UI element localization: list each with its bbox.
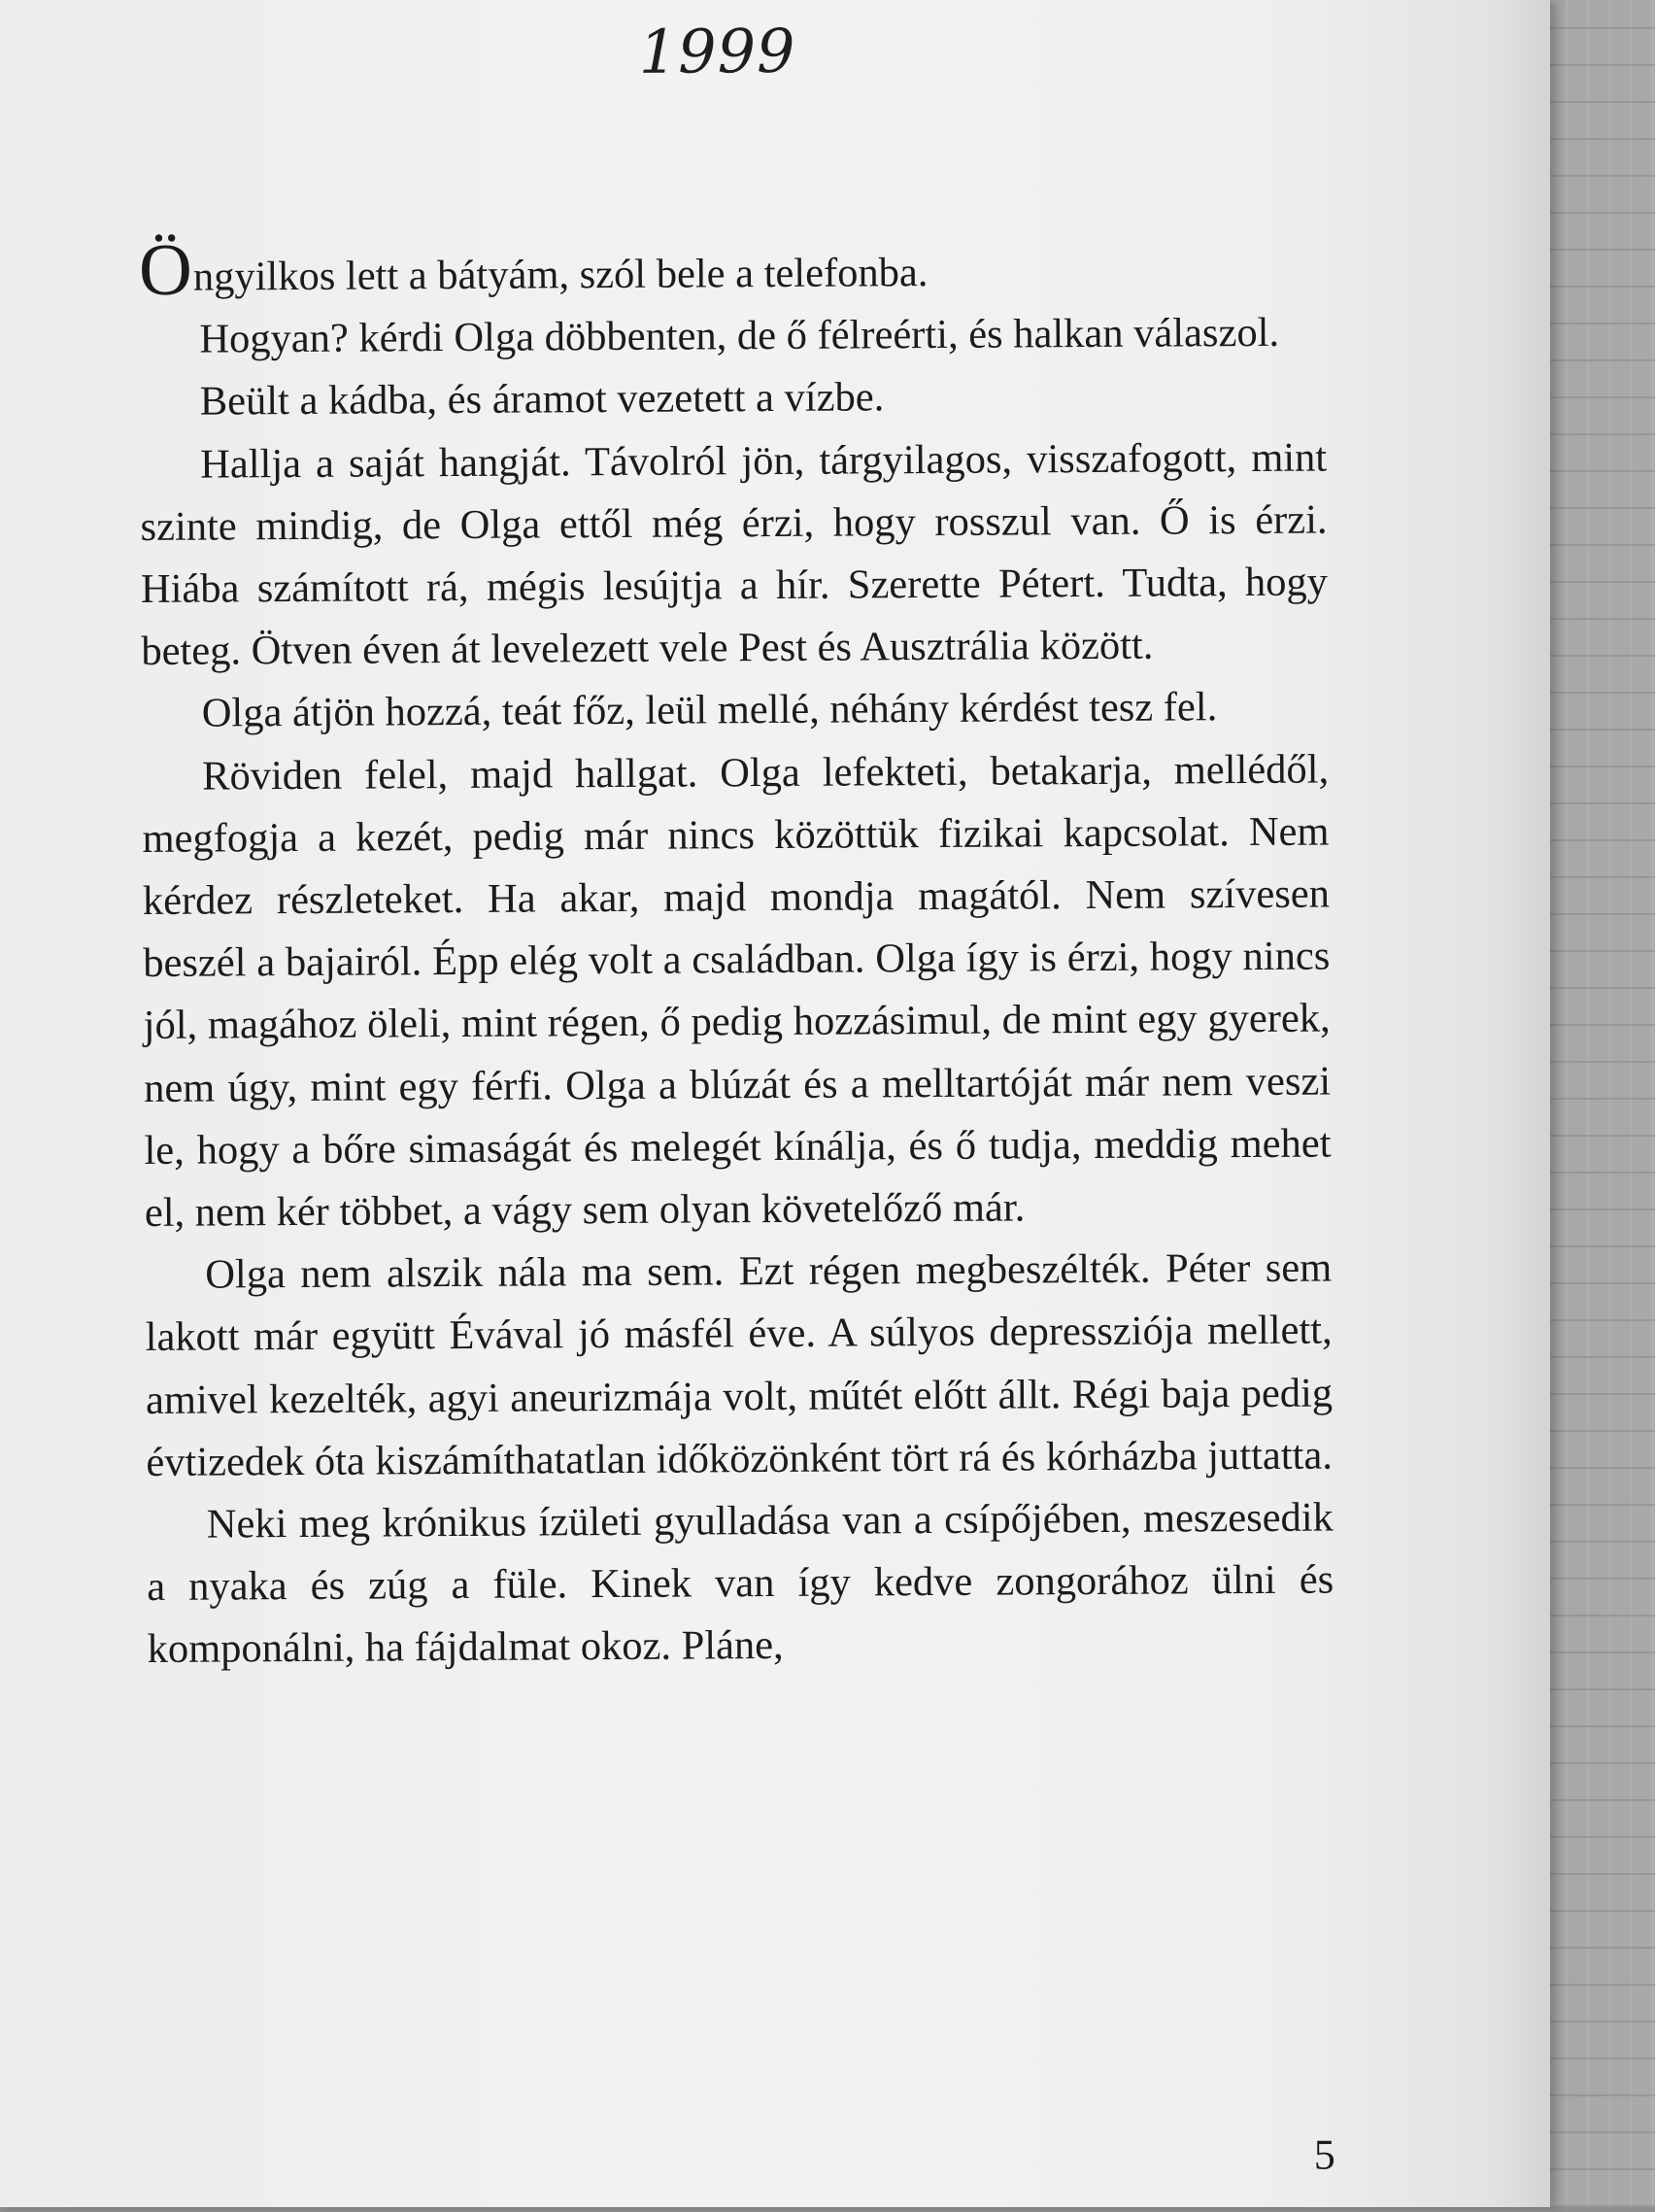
paragraph-1 (138, 228, 1326, 311)
paragraph-7: Olga nem alszik nála ma sem. Ezt régen megbeszélték. Péter sem lakott már együtt Évával jó másfél éve. A súlyos depressziója mellett, amivel kezelték, agyi aneurizmája volt, műtét előtt állt. Régi baja pedig évtizedek óta kiszámíthatatlan időközönként tört rá és kórházba juttatta. (145, 1244, 1334, 1485)
paragraph-5: Olga átjön hozzá, teát főz, leül mellé, néhány kérdést tesz fel. (201, 684, 1218, 737)
drop-cap: Ö (138, 228, 193, 311)
paragraph-8: Neki meg krónikus ízületi gyulladása van a csípőjében, meszesedik a nyaka és zúg a füle. Kinek van így kedve zongorához ülni és komponálni, ha fájdalmat okoz. Pláne, (147, 1494, 1334, 1673)
paragraph-1-text: ngyilkos lett a bátyám, szól bele a telefonba. (192, 250, 929, 300)
paragraph-2: Hogyan? kérdi Olga döbbenten, de ő félreérti, és halkan válaszol. (199, 310, 1280, 362)
paragraph-3: Beült a kádba, és áramot vezetett a vízbe. (199, 374, 885, 425)
chapter-title: 1999 (638, 15, 796, 87)
paragraph-4: Hallja a saját hangját. Távolról jön, tárgyilagos, visszafogott, mint szinte mindig, de Olga ettől még érzi, hogy rosszul van. Ő is érzi. Hiába számított rá, mégis lesújtja a hír. Szerette Pétert. Tudta, hogy beteg. Ötven éven át levelezett vele Pest és Ausztrália között. (140, 434, 1329, 675)
paragraph-6: Röviden felel, majd hallgat. Olga lefekteti, betakarja, mellédől, megfogja a kezét, pedig már nincs közöttük fizikai kapcsolat. Nem kérdez részleteket. Ha akar, majd mondja magától. Nem szívesen beszél a bajairól. Épp elég volt a családban. Olga így is érzi, hogy nincs jól, magához öleli, mint régen, ő pedig hozzásimul, de mint egy gyerek, nem úgy, mint egy férfi. Olga a blúzát és a melltartóját már nem veszi le, hogy a bőre simaságát és melegét kínálja, és ő tudja, meddig mehet el, nem kér többet, a vágy sem olyan követelőző már. (142, 746, 1332, 1237)
background-wall (1544, 0, 1655, 2207)
page-number: 5 (1313, 2130, 1335, 2179)
body-text (138, 228, 1334, 1682)
